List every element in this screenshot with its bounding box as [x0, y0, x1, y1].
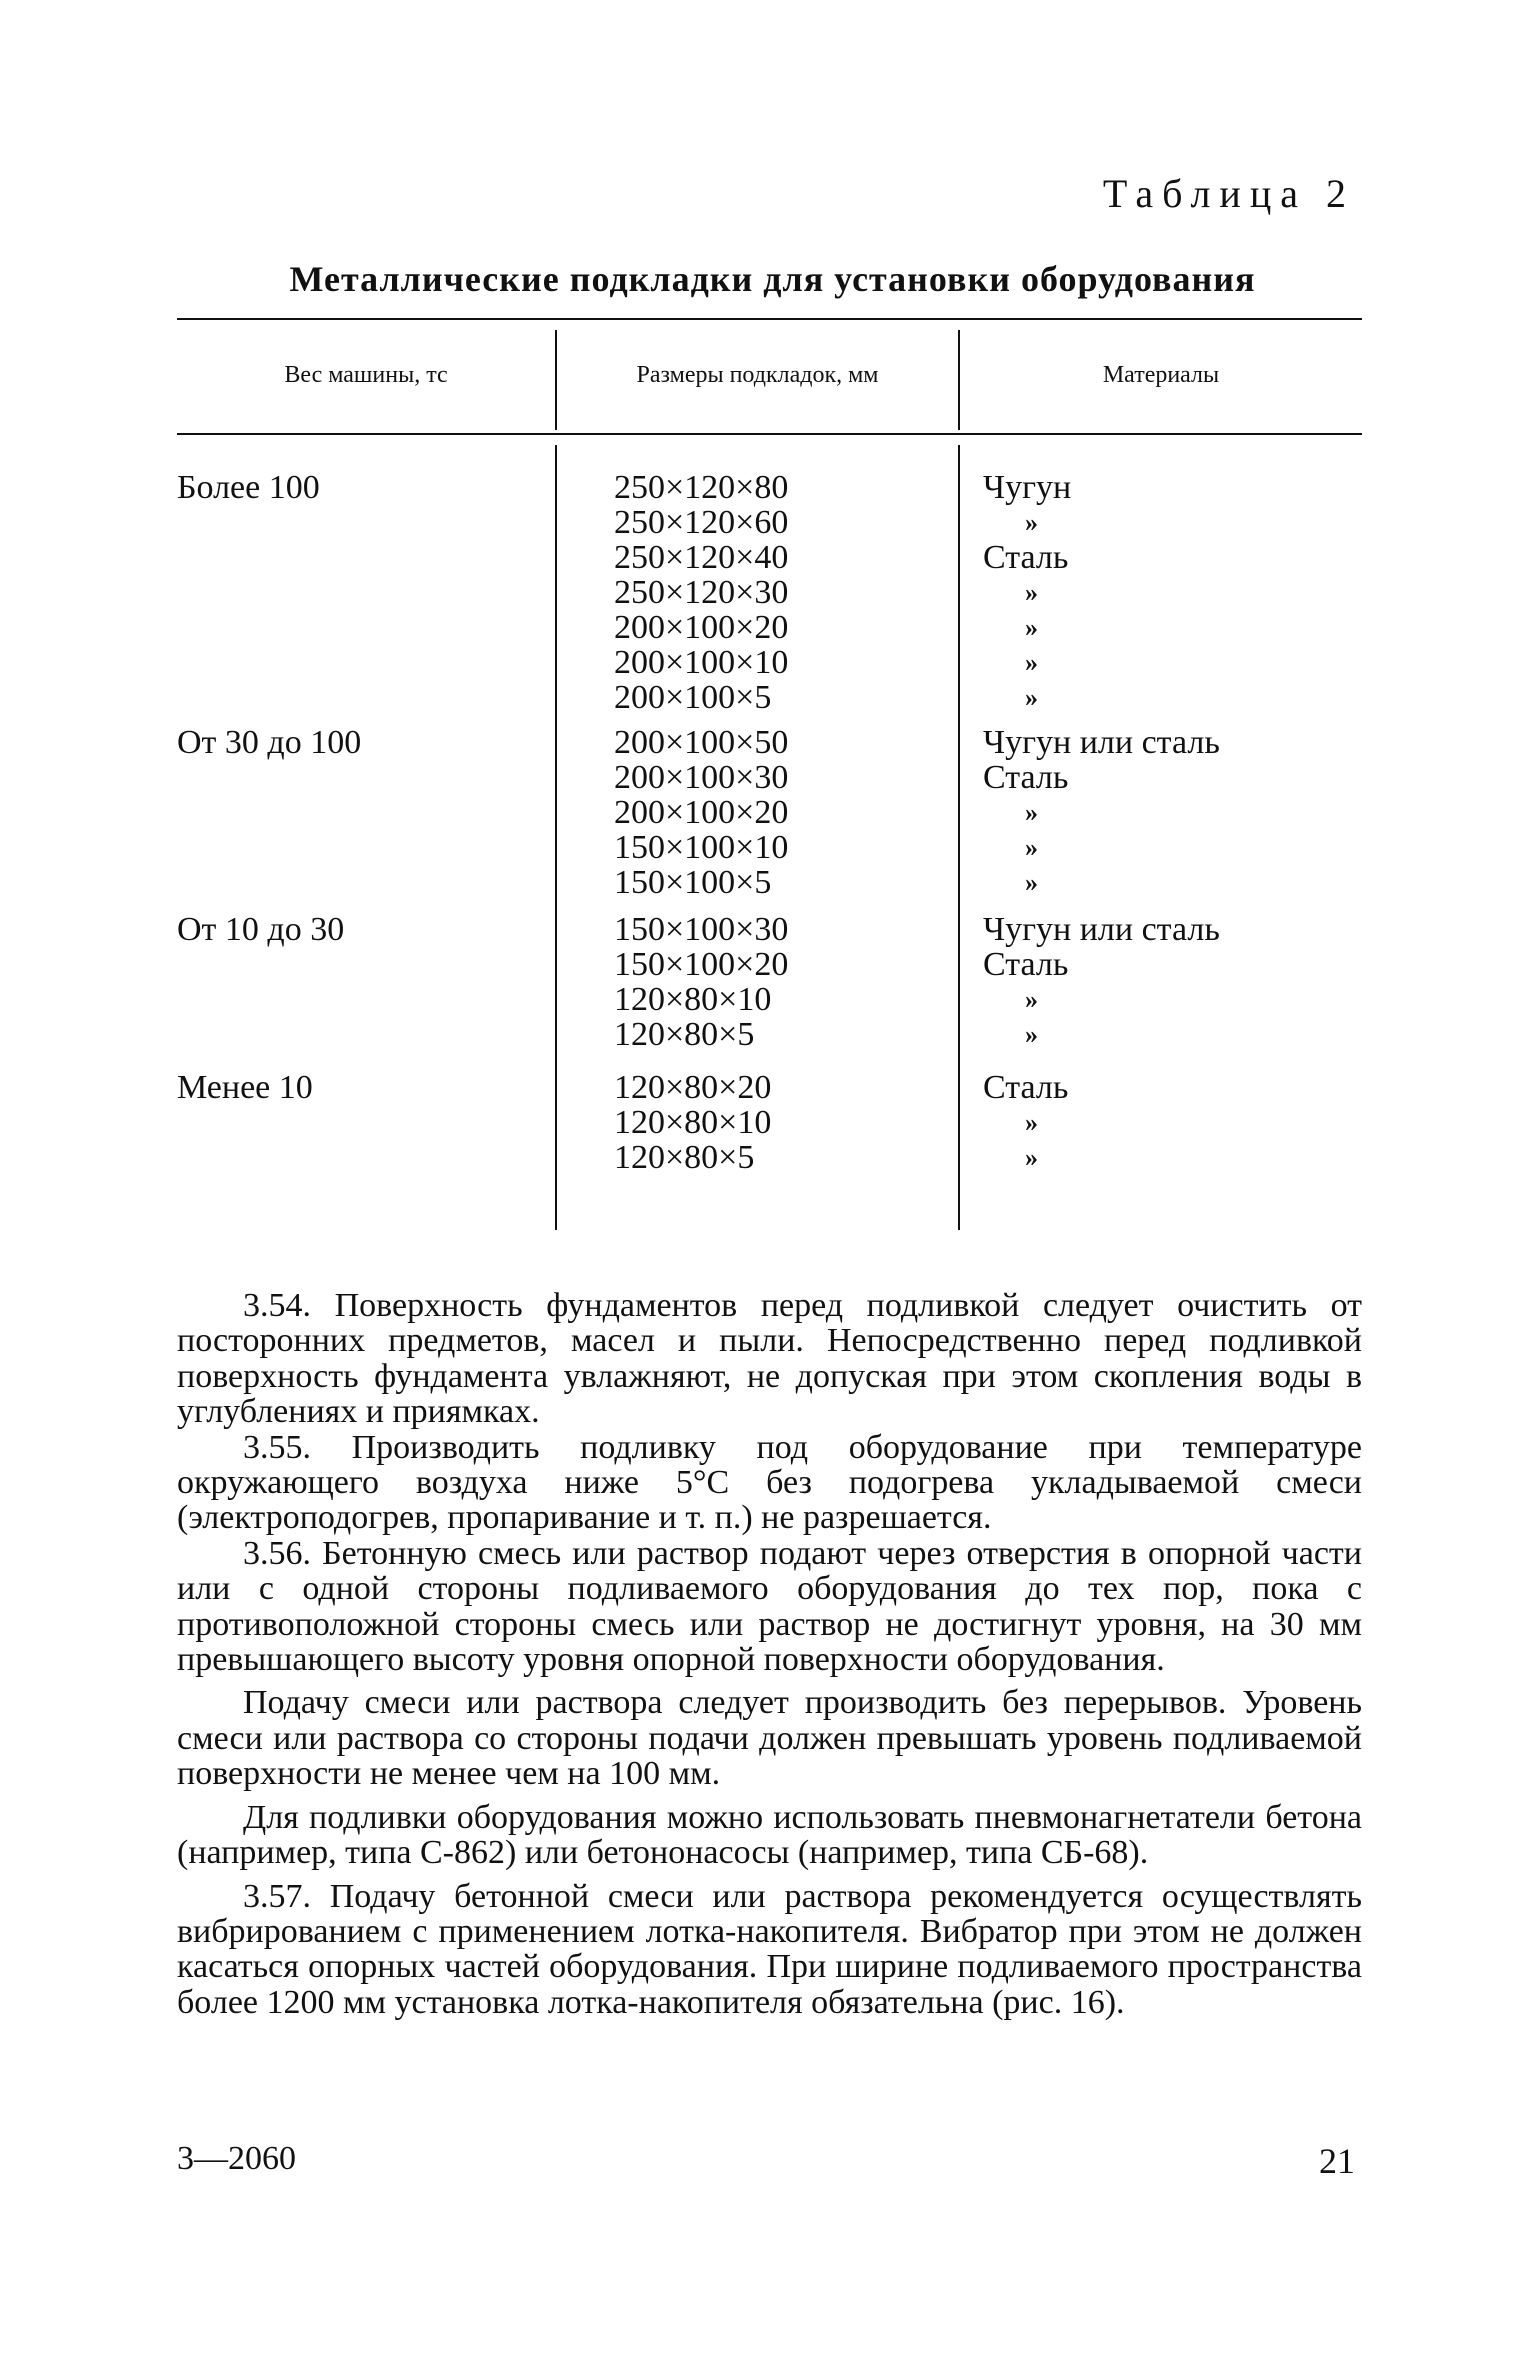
- size-cell: 150×100×20: [614, 946, 789, 983]
- size-cell: 200×100×30: [614, 759, 789, 796]
- material-cell: Сталь: [983, 759, 1069, 796]
- size-cell: 120×80×20: [614, 1069, 772, 1106]
- size-cell: 200×100×5: [614, 679, 772, 716]
- header-material: Материалы: [1102, 362, 1220, 388]
- size-column: [614, 470, 788, 1175]
- table-divider-1-body: [555, 445, 557, 1230]
- weight-cell: От 30 до 100: [177, 724, 362, 761]
- header-weight: Вес машины, тс: [284, 362, 448, 388]
- table-header-rule: [177, 433, 1362, 435]
- ditto-mark: »: [1025, 833, 1038, 862]
- ditto-mark: »: [1025, 1108, 1038, 1137]
- body-text: [177, 1288, 1362, 2020]
- size-cell: 120×80×5: [614, 1139, 755, 1176]
- ditto-mark: »: [1025, 613, 1038, 642]
- table-title: Металлические подкладки для установки оборудования: [289, 259, 1256, 299]
- table-label: Таблица 2: [1102, 171, 1355, 216]
- ditto-mark: »: [1025, 798, 1038, 827]
- page-number: 21: [1319, 2141, 1355, 2181]
- material-cell: Сталь: [983, 1069, 1069, 1106]
- size-cell: 120×80×10: [614, 981, 772, 1018]
- size-cell: 200×100×50: [614, 724, 789, 761]
- weight-cell: От 10 до 30: [177, 911, 345, 948]
- size-cell: 250×120×80: [614, 469, 789, 506]
- ditto-mark: »: [1025, 868, 1038, 897]
- size-cell: 200×100×20: [614, 794, 789, 831]
- ditto-mark: »: [1025, 508, 1038, 537]
- paragraph: 3.54. Поверхность фундаментов перед подливкой следует очистить от посторонних предметов, масел и пыли. Непосредственно перед подливкой поверхность фундамента увлажняют, не допуская при этом скопления воды в углублениях и приямках.: [177, 1287, 1362, 1431]
- table-divider-2-body: [958, 445, 960, 1230]
- weight-cell: Более 100: [177, 469, 320, 506]
- weight-column: [177, 470, 361, 1105]
- ditto-mark: »: [1025, 578, 1038, 607]
- ditto-mark: »: [1025, 1143, 1038, 1172]
- material-cell: Сталь: [983, 946, 1069, 983]
- material-column: [983, 470, 1220, 1175]
- size-cell: 200×100×10: [614, 644, 789, 681]
- size-cell: 250×120×40: [614, 539, 789, 576]
- size-cell: 150×100×10: [614, 829, 789, 866]
- paragraph: 3.55. Производить подливку под оборудование при температуре окружающего воздуха ниже 5°С без подогрева укладываемой смеси (электроподогрев, пропаривание и т. п.) не разрешается.: [177, 1428, 1362, 1537]
- paragraph: 3.56. Бетонную смесь или раствор подают через отверстия в опорной части или с одной стороны подливаемого оборудования до тех пор, пока с противоположной стороны смесь или раствор не достигнут уровня, на 30 мм превышающего высоту уровня опорной поверхности оборудования.: [177, 1534, 1362, 1679]
- ditto-mark: »: [1025, 1020, 1038, 1049]
- material-cell: Чугун или сталь: [983, 724, 1220, 761]
- size-cell: 150×100×30: [614, 911, 789, 948]
- paragraph: 3.57. Подачу бетонной смеси или раствора рекомендуется осуществлять вибрированием с применением лотка-накопителя. Вибратор при этом не должен касаться опорных частей оборудования. При ширине подливаемого пространства более 1200 мм установка лотка-накопителя обязательна (рис. 16).: [177, 1877, 1362, 2021]
- material-cell: Чугун или сталь: [983, 911, 1220, 948]
- material-cell: Чугун: [983, 469, 1072, 506]
- table-top-rule: [177, 318, 1362, 320]
- paragraph: Подачу смеси или раствора следует производить без перерывов. Уровень смеси или раствора со стороны подачи должен превышать уровень подливаемой поверхности не менее чем на 100 мм.: [177, 1684, 1362, 1793]
- header-size: Размеры подкладок, мм: [636, 362, 879, 388]
- signature-mark: 3—2060: [177, 2140, 296, 2177]
- size-cell: 120×80×5: [614, 1016, 755, 1053]
- size-cell: 150×100×5: [614, 864, 772, 901]
- ditto-mark: »: [1025, 683, 1038, 712]
- size-cell: 250×120×60: [614, 504, 789, 541]
- size-cell: 250×120×30: [614, 574, 789, 611]
- paragraph: Для подливки оборудования можно использовать пневмонагнетатели бетона (например, типа С-862) или бетононасосы (например, типа СБ-68).: [177, 1798, 1362, 1872]
- ditto-mark: »: [1025, 648, 1038, 677]
- material-cell: Сталь: [983, 539, 1069, 576]
- weight-cell: Менее 10: [177, 1069, 313, 1106]
- ditto-mark: »: [1025, 985, 1038, 1014]
- size-cell: 120×80×10: [614, 1104, 772, 1141]
- size-cell: 200×100×20: [614, 609, 789, 646]
